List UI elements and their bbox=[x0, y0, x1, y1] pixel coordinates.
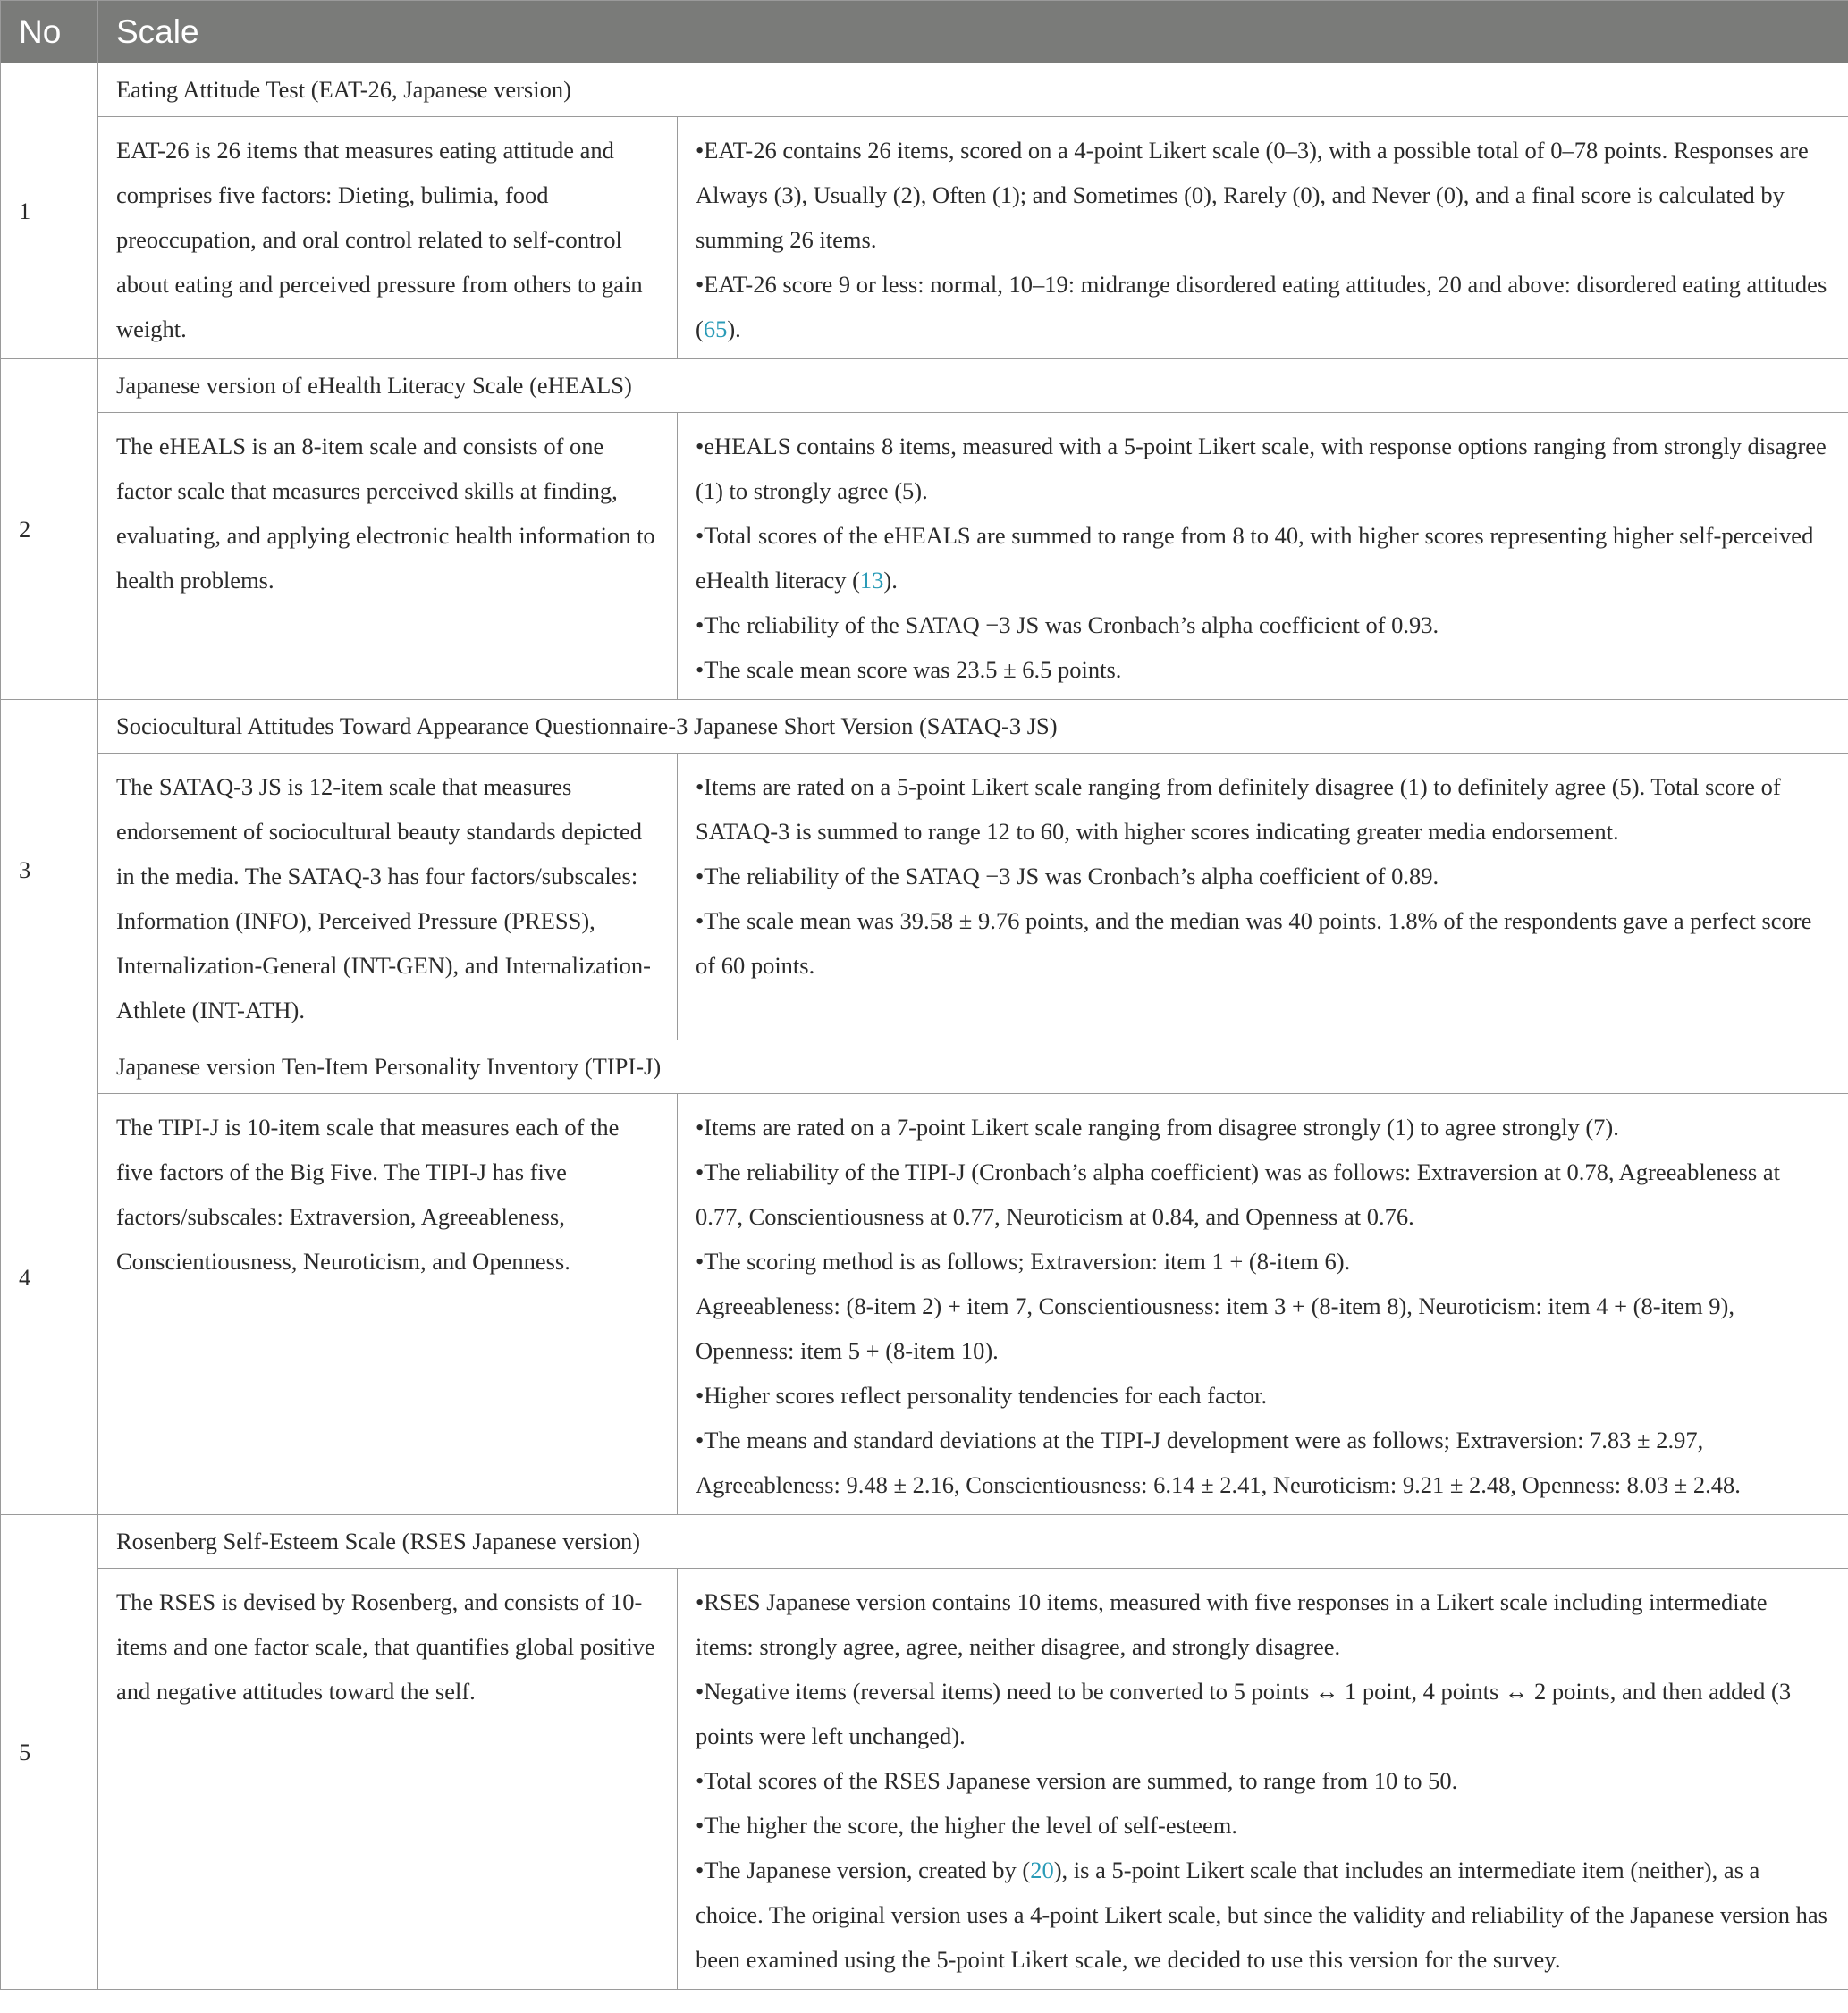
scale-content-row bbox=[1, 754, 1848, 1040]
detail-line bbox=[696, 1284, 1830, 1373]
scale-name: Sociocultural Attitudes Toward Appearance Questionnaire-3 Japanese Short Version (SATAQ-3 JS) bbox=[98, 700, 1848, 754]
detail-text: •The reliability of the SATAQ −3 JS was Cronbach’s alpha coefficient of 0.89. bbox=[696, 863, 1439, 889]
detail-line bbox=[696, 1418, 1830, 1507]
detail-line bbox=[696, 647, 1830, 692]
detail-text: •The scoring method is as follows; Extraversion: item 1 + (8-item 6). bbox=[696, 1248, 1351, 1275]
detail-line bbox=[696, 1373, 1830, 1418]
row-number: 2 bbox=[1, 359, 98, 700]
detail-line bbox=[696, 1803, 1830, 1848]
detail-text: •RSES Japanese version contains 10 items, measured with five responses in a Likert scale including intermediate items: strongly agree, agree, neither disagree, and strongly disagree. bbox=[696, 1588, 1768, 1660]
detail-text-after: ). bbox=[727, 316, 741, 342]
detail-text: •The reliability of the SATAQ −3 JS was Cronbach’s alpha coefficient of 0.93. bbox=[696, 611, 1439, 638]
scale-content-row bbox=[1, 413, 1848, 700]
table-body bbox=[1, 63, 1848, 1990]
detail-text: •The scale mean score was 23.5 ± 6.5 points. bbox=[696, 656, 1122, 683]
detail-text-after: ). bbox=[883, 567, 898, 594]
row-number: 5 bbox=[1, 1515, 98, 1990]
scale-details bbox=[678, 1094, 1848, 1515]
detail-line bbox=[696, 513, 1830, 602]
detail-line bbox=[696, 854, 1830, 898]
detail-text: •Total scores of the RSES Japanese version are summed, to range from 10 to 50. bbox=[696, 1767, 1458, 1794]
detail-text: •The higher the score, the higher the level of self-esteem. bbox=[696, 1812, 1238, 1839]
scale-name-row bbox=[1, 1040, 1848, 1094]
detail-text-after: ), is a 5-point Likert scale that includes an intermediate item (neither), as a choice. The original version uses a 4-point Likert scale, but since the validity and reliability of the Japanese version has been examined using the 5-point Likert scale, we decided to use this version for the survey. bbox=[696, 1857, 1827, 1973]
detail-line bbox=[696, 898, 1830, 988]
detail-line bbox=[696, 128, 1830, 262]
detail-text: Agreeableness: (8-item 2) + item 7, Conscientiousness: item 3 + (8-item 8), Neuroticism: item 4 + (8-item 9), Openness: item 5 + (8-item 10). bbox=[696, 1293, 1735, 1364]
scale-content-row bbox=[1, 117, 1848, 359]
scale-content-row bbox=[1, 1569, 1848, 1990]
detail-line bbox=[696, 1669, 1830, 1758]
detail-line bbox=[696, 602, 1830, 647]
detail-text: •eHEALS contains 8 items, measured with a 5-point Likert scale, with response options ranging from strongly disagree (1) to strongly agree (5). bbox=[696, 433, 1827, 504]
detail-text: •The Japanese version, created by ( bbox=[696, 1857, 1031, 1883]
scale-name: Japanese version Ten-Item Personality Inventory (TIPI-J) bbox=[98, 1040, 1848, 1094]
detail-line bbox=[696, 1848, 1830, 1982]
detail-text: •Negative items (reversal items) need to be converted to 5 points ↔ 1 point, 4 points ↔ 2 points, and then added (3 points were left unchanged). bbox=[696, 1678, 1792, 1749]
row-number: 4 bbox=[1, 1040, 98, 1515]
scale-description: The TIPI-J is 10-item scale that measures each of the five factors of the Big Five. The TIPI-J has five factors/subscales: Extraversion, Agreeableness, Conscientiousness, Neuroticism, and Openness. bbox=[98, 1094, 678, 1515]
reference-link[interactable]: 65 bbox=[703, 316, 728, 342]
detail-text: •Higher scores reflect personality tendencies for each factor. bbox=[696, 1382, 1268, 1409]
scale-name-row bbox=[1, 1515, 1848, 1569]
scale-name: Eating Attitude Test (EAT-26, Japanese version) bbox=[98, 63, 1848, 117]
detail-line bbox=[696, 1758, 1830, 1803]
scale-details bbox=[678, 1569, 1848, 1990]
scale-name-row bbox=[1, 359, 1848, 413]
detail-text: •EAT-26 score 9 or less: normal, 10–19: midrange disordered eating attitudes, 20 and above: disordered eating attitudes ( bbox=[696, 271, 1827, 342]
scale-description: The eHEALS is an 8-item scale and consists of one factor scale that measures perceived skills at finding, evaluating, and applying electronic health information to health problems. bbox=[98, 413, 678, 700]
detail-text: •Items are rated on a 7-point Likert scale ranging from disagree strongly (1) to agree strongly (7). bbox=[696, 1114, 1619, 1141]
scale-details bbox=[678, 117, 1848, 359]
scale-name: Japanese version of eHealth Literacy Scale (eHEALS) bbox=[98, 359, 1848, 413]
scale-content-row bbox=[1, 1094, 1848, 1515]
scale-description: The SATAQ-3 JS is 12-item scale that measures endorsement of sociocultural beauty standards depicted in the media. The SATAQ-3 has four factors/subscales: Information (INFO), Perceived Pressure (PRESS), Internalization-General (INT-GEN), and Internalization-Athlete (INT-ATH). bbox=[98, 754, 678, 1040]
scale-name: Rosenberg Self-Esteem Scale (RSES Japanese version) bbox=[98, 1515, 1848, 1569]
scale-name-row bbox=[1, 700, 1848, 754]
detail-text: •The scale mean was 39.58 ± 9.76 points, and the median was 40 points. 1.8% of the respondents gave a perfect score of 60 points. bbox=[696, 907, 1812, 979]
detail-text: •Total scores of the eHEALS are summed to range from 8 to 40, with higher scores representing higher self-perceived eHealth literacy ( bbox=[696, 522, 1814, 594]
detail-line bbox=[696, 1105, 1830, 1150]
detail-line bbox=[696, 1239, 1830, 1284]
scale-details bbox=[678, 413, 1848, 700]
detail-line bbox=[696, 262, 1830, 351]
header-scale: Scale bbox=[98, 1, 1848, 63]
detail-text: •EAT-26 contains 26 items, scored on a 4-point Likert scale (0–3), with a possible total of 0–78 points. Responses are Always (3), Usually (2), Often (1); and Sometimes (0), Rarely (0), and Never (0), and a final score is calculated by summing 26 items. bbox=[696, 137, 1809, 253]
detail-line bbox=[696, 1579, 1830, 1669]
scale-name-row bbox=[1, 63, 1848, 117]
row-number: 3 bbox=[1, 700, 98, 1040]
scale-description: The RSES is devised by Rosenberg, and consists of 10-items and one factor scale, that quantifies global positive and negative attitudes toward the self. bbox=[98, 1569, 678, 1990]
detail-text: •The means and standard deviations at the TIPI-J development were as follows; Extraversion: 7.83 ± 2.97, Agreeableness: 9.48 ± 2.16, Conscientiousness: 6.14 ± 2.41, Neuroticism: 9.21 ± 2.48, Openness: 8.03 ± 2.48. bbox=[696, 1427, 1741, 1498]
row-number: 1 bbox=[1, 63, 98, 359]
detail-line bbox=[696, 764, 1830, 854]
scale-details bbox=[678, 754, 1848, 1040]
detail-text: •The reliability of the TIPI-J (Cronbach’s alpha coefficient) was as follows: Extraversion at 0.78, Agreeableness at 0.77, Conscientiousness at 0.77, Neuroticism at 0.84, and Openness at 0.76. bbox=[696, 1158, 1780, 1230]
detail-text: •Items are rated on a 5-point Likert scale ranging from definitely disagree (1) to definitely agree (5). Total score of SATAQ-3 is summed to range 12 to 60, with higher scores indicating greater media endorsement. bbox=[696, 773, 1781, 845]
header-no: No bbox=[1, 1, 98, 63]
detail-line bbox=[696, 424, 1830, 513]
reference-link[interactable]: 13 bbox=[859, 567, 884, 594]
table-header bbox=[1, 1, 1848, 63]
detail-line bbox=[696, 1150, 1830, 1239]
reference-link[interactable]: 20 bbox=[1030, 1857, 1054, 1883]
scale-description: EAT-26 is 26 items that measures eating attitude and comprises five factors: Dieting, bulimia, food preoccupation, and oral control related to self-control about eating and perceived pressure from others to gain weight. bbox=[98, 117, 678, 359]
